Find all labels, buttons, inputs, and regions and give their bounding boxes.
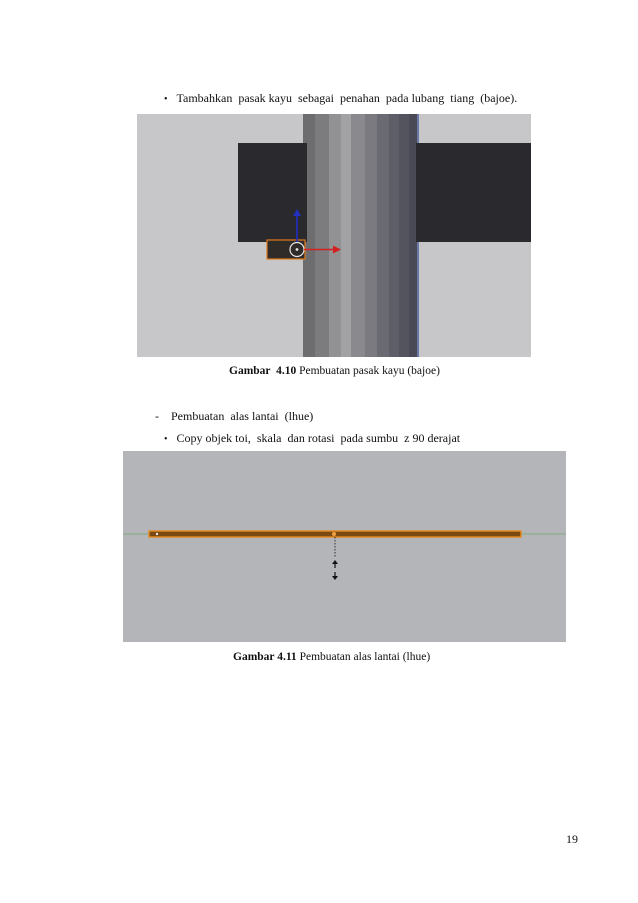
post-band (377, 114, 389, 357)
post-band (315, 114, 329, 357)
section-dash: - (155, 409, 159, 423)
post-band (341, 114, 351, 357)
pivot-dot (296, 248, 299, 251)
post-band (329, 114, 341, 357)
section-item (155, 409, 313, 423)
caption-label: Gambar 4.11 (233, 651, 297, 663)
post-band (409, 114, 417, 357)
section-text: Pembuatan alas lantai (lhue) (171, 409, 314, 423)
bullet-text: Copy objek toi, skala dan rotasi pada sumbu z 90 derajat (176, 431, 461, 445)
caption-text: Pembuatan alas lantai (lhue) (296, 651, 431, 663)
figure-1-caption (229, 365, 440, 377)
right-beam (416, 143, 531, 242)
bullet-symbol: • (164, 434, 168, 445)
bullet-symbol: • (164, 94, 168, 105)
figure-2-render (123, 451, 566, 642)
arrow-down-icon (332, 576, 338, 580)
figure-1-viewport (137, 114, 531, 357)
post-band (365, 114, 377, 357)
caption-text: Pembuatan pasak kayu (bajoe) (296, 365, 440, 377)
figure-2-viewport (123, 451, 566, 642)
bullet-text: Tambahkan pasak kayu sebagai penahan pada lubang tiang (bajoe). (176, 91, 518, 105)
plank-origin-dot (332, 532, 336, 536)
figure-2-caption (233, 651, 430, 663)
bullet-item-1 (164, 91, 517, 107)
bullet-item-2 (164, 431, 460, 447)
post-band (399, 114, 409, 357)
caption-label: Gambar 4.10 (229, 365, 297, 377)
arrow-up-icon (332, 560, 338, 564)
figure-1-render (137, 114, 531, 357)
page-number: 19 (566, 832, 578, 846)
post-band (351, 114, 365, 357)
plank-end-dot (156, 533, 158, 535)
post-band (389, 114, 399, 357)
